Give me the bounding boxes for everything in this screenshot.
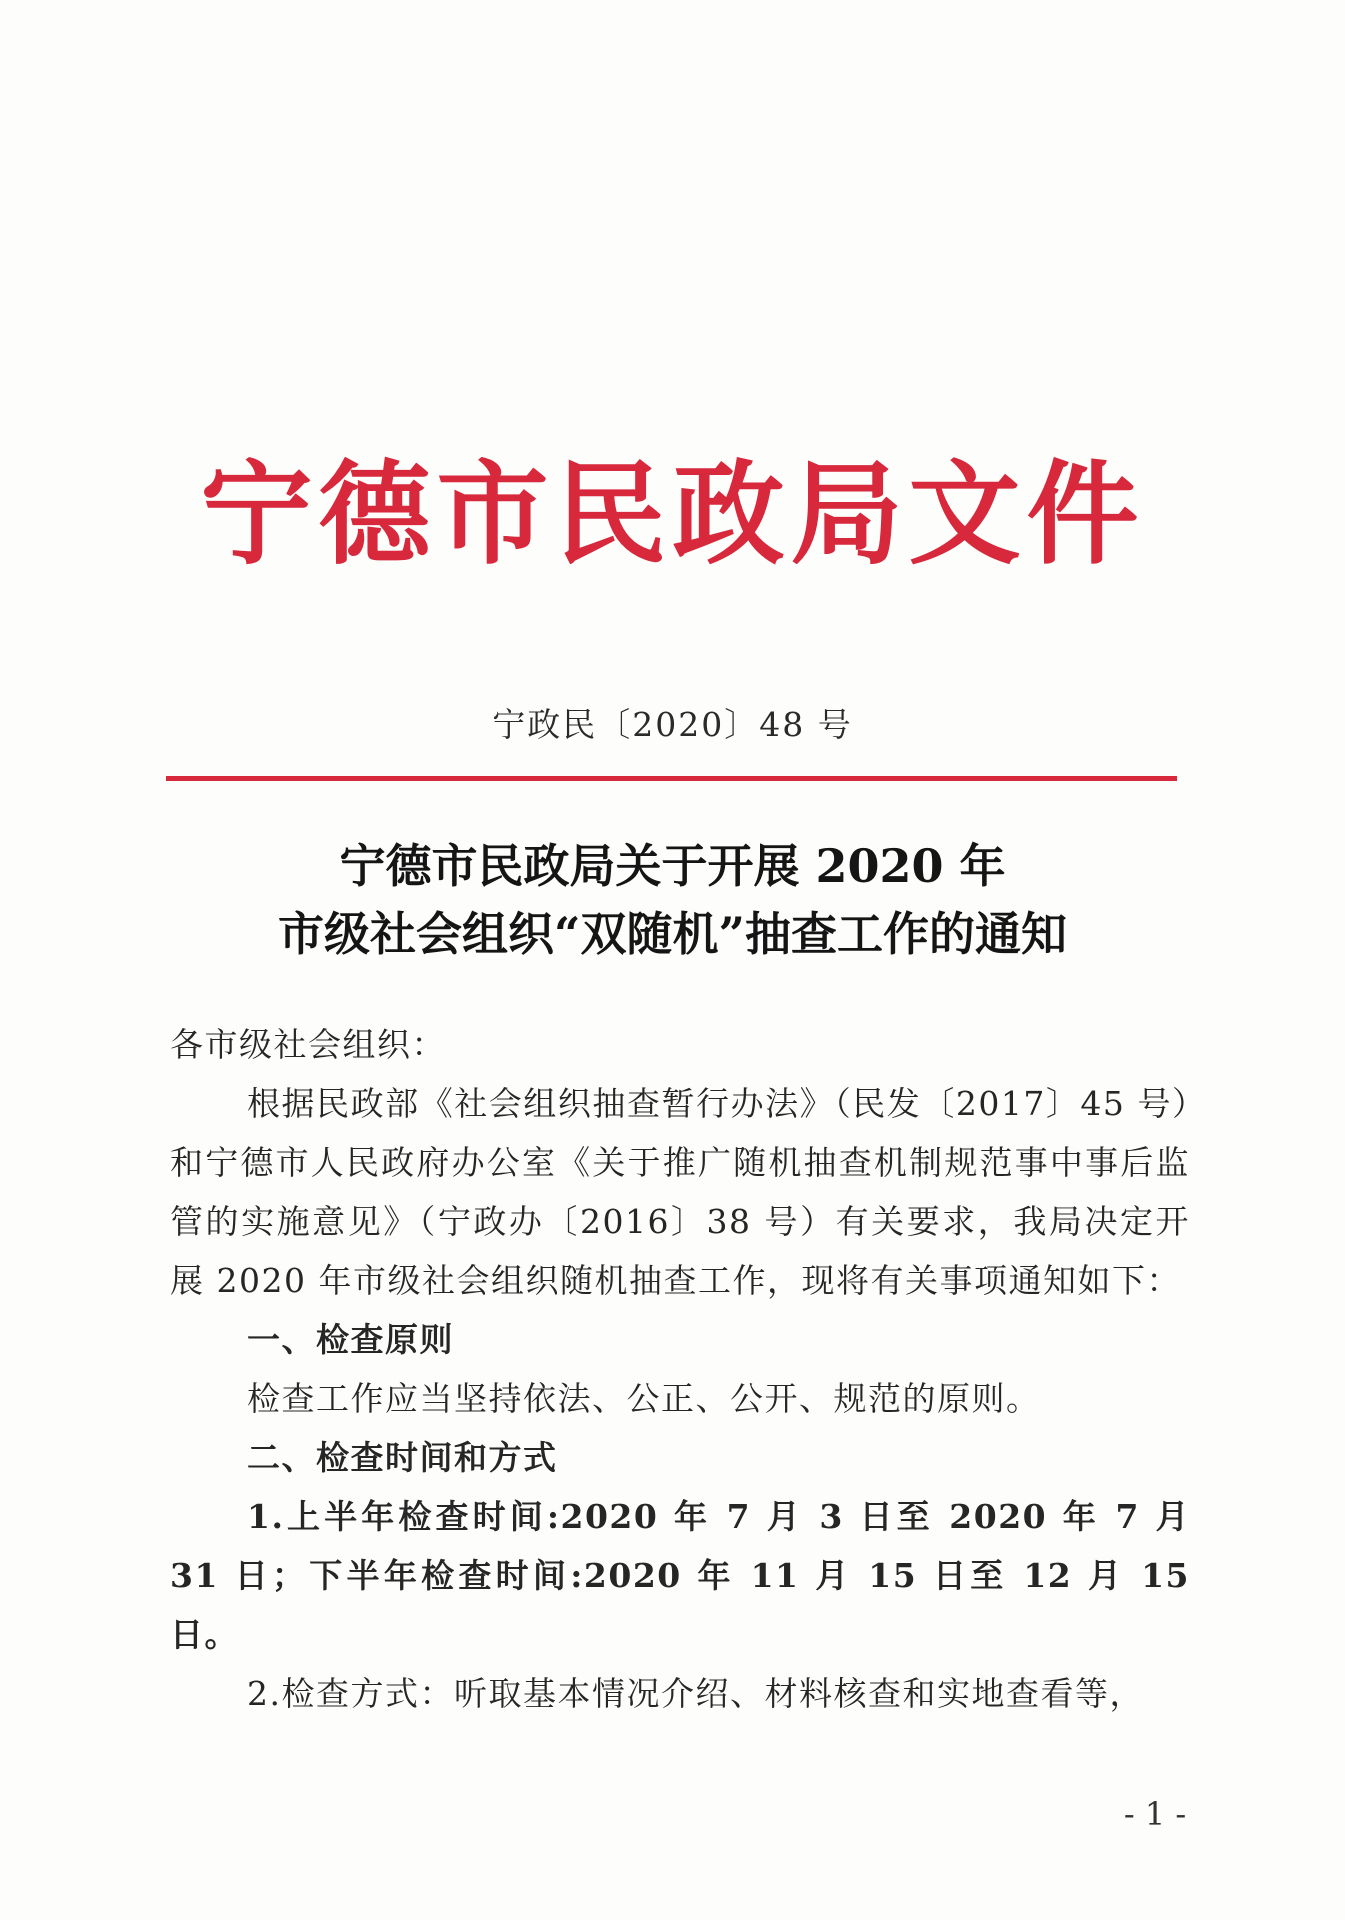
salutation: 各市级社会组织： bbox=[170, 1025, 446, 1064]
section-2-item-2: 2.检查方式：听取基本情况介绍、材料核查和实地查看等， bbox=[247, 1674, 1144, 1713]
document-number: 宁政民〔2020〕48 号 bbox=[492, 705, 853, 744]
intro-paragraph: 根据民政部《社会组织抽查暂行办法》（民发〔2017〕45 号）和宁德市人民政府办公室《关于推广随机抽查机制规范事中事后监管的实施意见》（宁政办〔2016〕38 号）有关要求，我局决定开展 2020 年市级社会组织随机抽查工作，现将有关事项通知如下： bbox=[170, 1084, 1190, 1300]
page-number: - 1 - bbox=[1123, 1795, 1187, 1833]
red-separator-line bbox=[166, 776, 1177, 781]
section-1-heading: 一、检查原则 bbox=[247, 1320, 454, 1359]
notice-title-line-1: 宁德市民政局关于开展 2020 年 bbox=[339, 839, 1006, 893]
section-2-item-1: 1.上半年检查时间:2020 年 7 月 3 日至 2020 年 7 月 31 日；下半年检查时间:2020 年 11 月 15 日至 12 月 15 日。 bbox=[170, 1497, 1190, 1654]
document-body bbox=[170, 1015, 1190, 1723]
section-2-heading: 二、检查时间和方式 bbox=[247, 1438, 558, 1477]
section-1-text: 检查工作应当坚持依法、公正、公开、规范的原则。 bbox=[247, 1379, 1041, 1418]
notice-title bbox=[0, 832, 1345, 968]
issuing-authority-header: 宁德市民政局文件 bbox=[200, 449, 1145, 580]
notice-title-line-2: 市级社会组织“双随机”抽查工作的通知 bbox=[278, 907, 1067, 961]
